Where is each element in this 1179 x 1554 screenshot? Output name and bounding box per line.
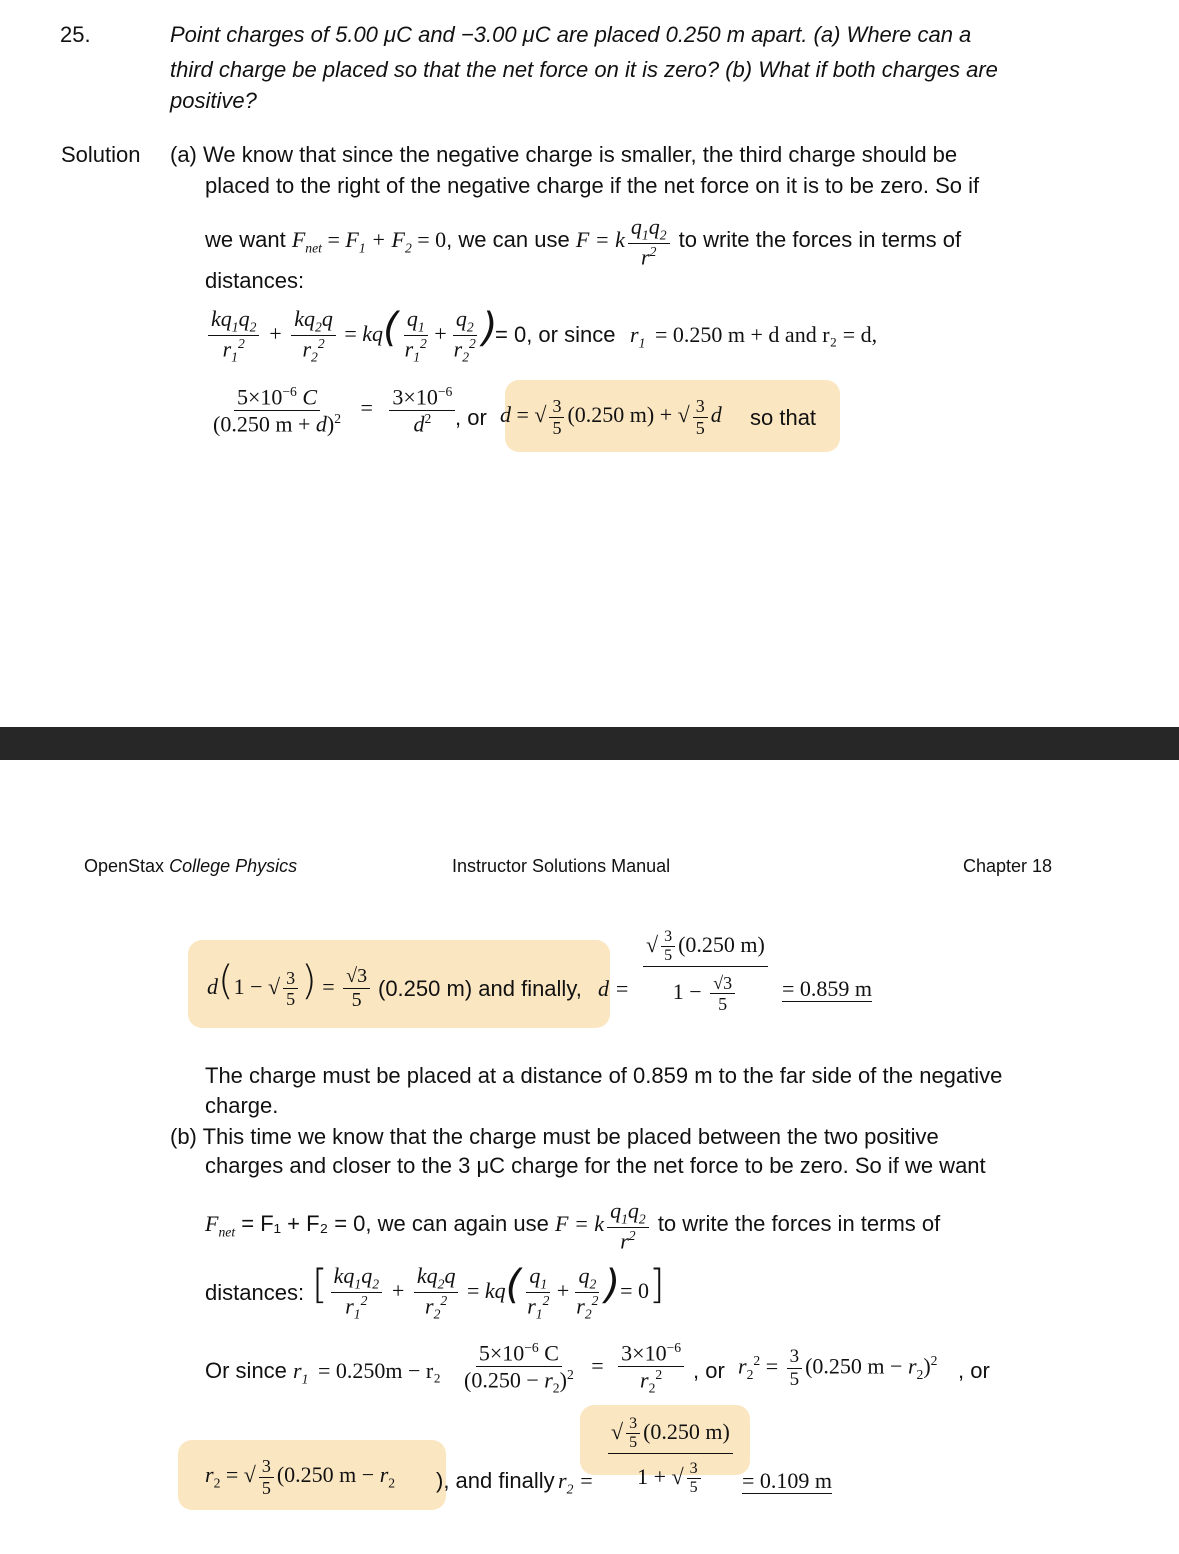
equation-3: d(1 − √ $\frac{3}{5}$ ) = $\frac{√3}{5}$ <box>207 958 373 1012</box>
b-r1: $r_1$ <box>293 1358 309 1387</box>
result-b <box>742 1468 832 1494</box>
result-b-value: = 0.109 m <box>742 1468 833 1493</box>
result-a-value: = 0.859 m <box>782 976 873 1001</box>
part-a-line-1: (a) We know that since the negative charge is smaller, the third charge should be <box>170 142 958 167</box>
equation-b5: √ $\frac{3}{5}$ (0.250 m) 1 + √ $\frac{3}{5}$ <box>605 1415 736 1498</box>
header-openstax: OpenStax <box>84 856 165 876</box>
b-or-since: Or since <box>205 1358 287 1383</box>
eq1-r1: $r_1$ <box>630 322 646 351</box>
eq2-d-expression: d = √ $\frac{3}{5}$ (0.250 m) + √ $\frac{3}{5}$ d <box>500 396 722 438</box>
part-a-distances: distances: <box>205 268 305 293</box>
we-can-use-text: , we can use <box>446 226 570 252</box>
conclusion-a-line-2: charge. <box>205 1093 279 1118</box>
eq2-so-that: so that <box>750 405 817 430</box>
equation-2: $\frac{5\times 10^{-6} C}{(0.250 m + d)^2}$ = $\frac{3\times 10^{-6}}{d^2}$ <box>207 384 458 436</box>
header-college-physics: College Physics <box>169 856 298 876</box>
b-or: , or <box>693 1358 725 1383</box>
forces-text-a: to write the forces in terms of <box>678 226 962 252</box>
b-fnet: $F_{net}$ <box>205 1210 236 1240</box>
problem-number: 25. <box>60 22 91 47</box>
b-forces-text: to write the forces in terms of <box>657 1210 941 1236</box>
eq3-and-finally: (0.250 m) and finally, <box>378 976 582 1001</box>
page-divider <box>0 727 1179 760</box>
equation-b2: $\frac{5\times 10^{-6} C}{(0.250 - r_2)^2}$ = $\frac{3\times 10^{-6}}{r_2^2}$ <box>458 1340 687 1396</box>
b-coulomb-law: F = k $\frac{q_1q_2}{r^2}$ <box>555 1211 652 1236</box>
header-left <box>84 856 297 877</box>
eq3-fraction: √ $\frac{3}{5}$ (0.250 m) 1 − $\frac{√3}{5}$ <box>640 928 771 1015</box>
b-distances: distances: <box>205 1280 305 1305</box>
problem-line-1: Point charges of 5.00 μC and −3.00 μC are placed 0.250 m apart. (a) Where can a <box>170 22 972 47</box>
eq3-d: d = <box>598 976 630 1001</box>
header-right: Chapter 18 <box>963 856 1053 876</box>
b-r2-eq: $r_2$ = <box>558 1468 594 1497</box>
eq1-or-since: = 0, or since <box>495 322 616 347</box>
b-and-finally: ), and finally <box>436 1468 555 1493</box>
coulomb-law: F = k $\frac{q_1q_2}{r^2}$ <box>576 227 673 252</box>
eq2-or: , or <box>455 405 487 430</box>
conclusion-a-line-1: The charge must be placed at a distance of 0.859 m to the far side of the negative <box>205 1063 1003 1088</box>
b-or-end: , or <box>958 1358 990 1383</box>
equation-b1: [ $\frac{kq_1q_2}{r_1^2}$ + $\frac{kq_2q}{r_2^2}$ = kq( $\frac{q_1}{r_1^2}$ + $\frac{q_2}{r_2^2}$ )= 0] <box>312 1262 665 1323</box>
part-a-line-2: placed to the right of the negative charge if the net force on it is to be zero. So if <box>205 173 980 198</box>
result-a <box>782 976 872 1002</box>
part-b-line-1: (b) This time we know that the charge must be placed between the two positive <box>170 1124 939 1149</box>
eq1-tail: = 0.250 m + d and r₂ = d, <box>655 322 878 347</box>
b-can-use-text: = F₁ + F₂ = 0, we can again use <box>241 1210 549 1236</box>
header-center: Instructor Solutions Manual <box>452 856 671 876</box>
fnet-eq: $F_{net} = F_1 + F_2 = 0$ <box>291 226 447 256</box>
equation-b4: $r_2$ = √ $\frac{3}{5}$ (0.250 $m - r_2$ <box>205 1456 396 1498</box>
solution-label: Solution <box>61 142 141 167</box>
problem-line-3: positive? <box>170 88 257 113</box>
part-b-line-3 <box>205 1198 940 1254</box>
part-a-line-3 <box>205 214 961 270</box>
equation-b3: $r_2^2$ = $\frac{3}{5}$ (0.250 $m - r_2)^2$ <box>738 1346 938 1390</box>
part-b-line-2: charges and closer to the 3 μC charge for the net force to be zero. So if we want <box>205 1153 986 1178</box>
problem-line-2: third charge be placed so that the net force on it is zero? (b) What if both charges are <box>170 57 998 82</box>
b-or-since-eq: = 0.250m − r₂ <box>318 1358 441 1383</box>
equation-1: $\frac{kq_1q_2}{r_1^2}$ + $\frac{kq_2q}{r_2^2}$ = kq( $\frac{q_1}{r_1^2}$ + $\frac{q_2}{r_2^2}$ ) <box>205 305 497 366</box>
we-want-text: we want <box>205 226 286 252</box>
